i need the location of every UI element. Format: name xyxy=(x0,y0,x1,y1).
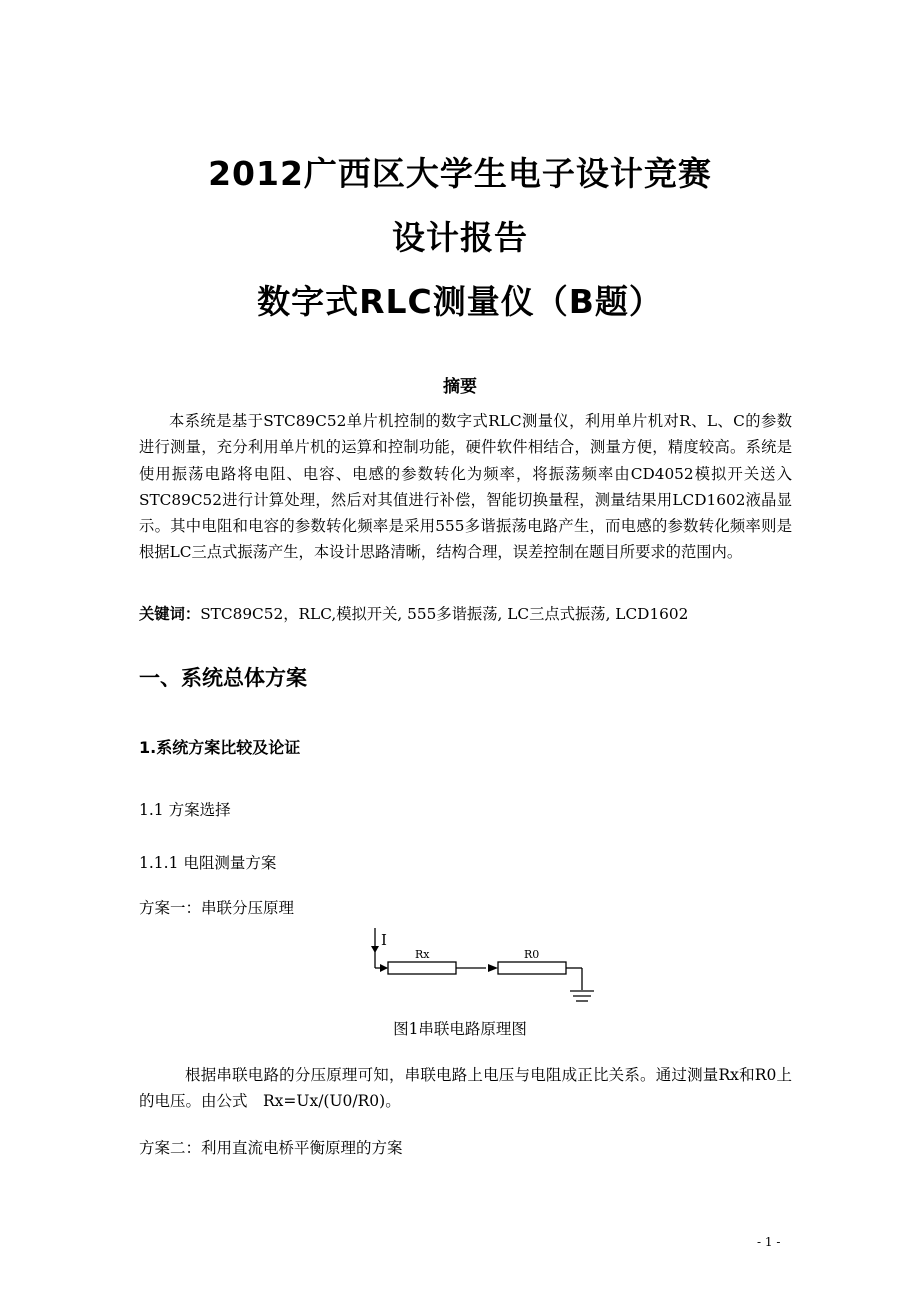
abstract-heading: 摘要 xyxy=(443,377,477,397)
current-label: I xyxy=(381,931,387,949)
resistor-rx xyxy=(388,962,456,974)
plan-two-label: 方案二：利用直流电桥平衡原理的方案 xyxy=(139,1139,403,1157)
subsubsection-heading: 1.1 方案选择 xyxy=(139,801,231,819)
title-line-1: 2012广西区大学生电子设计竞赛 xyxy=(208,154,712,193)
title-line-2: 设计报告 xyxy=(392,218,528,257)
series-circuit-diagram xyxy=(360,924,610,1014)
keywords-text: STC89C52，RLC,模拟开关, 555多谐振荡, LC三点式振荡, LCD1602 xyxy=(200,605,689,623)
section-heading: 一、系统总体方案 xyxy=(139,666,307,690)
subsection-heading: 1.系统方案比较及论证 xyxy=(139,738,301,757)
input-arrow-head xyxy=(380,964,388,972)
page-number: - 1 - xyxy=(757,1235,781,1249)
keywords-label: 关键词： xyxy=(139,605,201,623)
figure-caption: 图1串联电路原理图 xyxy=(393,1020,527,1038)
r0-label: R0 xyxy=(524,948,540,961)
resistor-r0 xyxy=(498,962,566,974)
keywords-line xyxy=(139,602,688,624)
plan-one-label: 方案一：串联分压原理 xyxy=(139,899,295,917)
current-arrow-head xyxy=(371,946,379,953)
abstract-body: 本系统是基于STC89C52单片机控制的数字式RLC测量仪，利用单片机对R、L、C的参数进行测量，充分利用单片机的运算和控制功能，硬件软件相结合，测量方便，精度较高。系统是使用振荡电路将电阻、电容、电感的参数转化为频率，将振荡频率由CD4052模拟开关送入STC89C52进行计算处理，然后对其值进行补偿，智能切换量程，测量结果用LCD1602液晶显示。其中电阻和电容的参数转化频率是采用555多谐振荡电路产生，而电感的参数转化频率则是根据LC三点式振荡产生，本设计思路清晰，结构合理，误差控制在题目所要求的范围内。 xyxy=(139,412,792,562)
subsubsubsection-heading: 1.1.1 电阻测量方案 xyxy=(139,854,277,872)
title-line-3: 数字式RLC测量仪（B题） xyxy=(257,282,663,321)
rx-label: Rx xyxy=(415,948,430,961)
middle-arrow-head xyxy=(488,964,498,972)
body-paragraph: 根据串联电路的分压原理可知，串联电路上电压与电阻成正比关系。通过测量Rx和R0上的电压。由公式 Rx=Ux/(U0/R0)。 xyxy=(139,1066,792,1110)
